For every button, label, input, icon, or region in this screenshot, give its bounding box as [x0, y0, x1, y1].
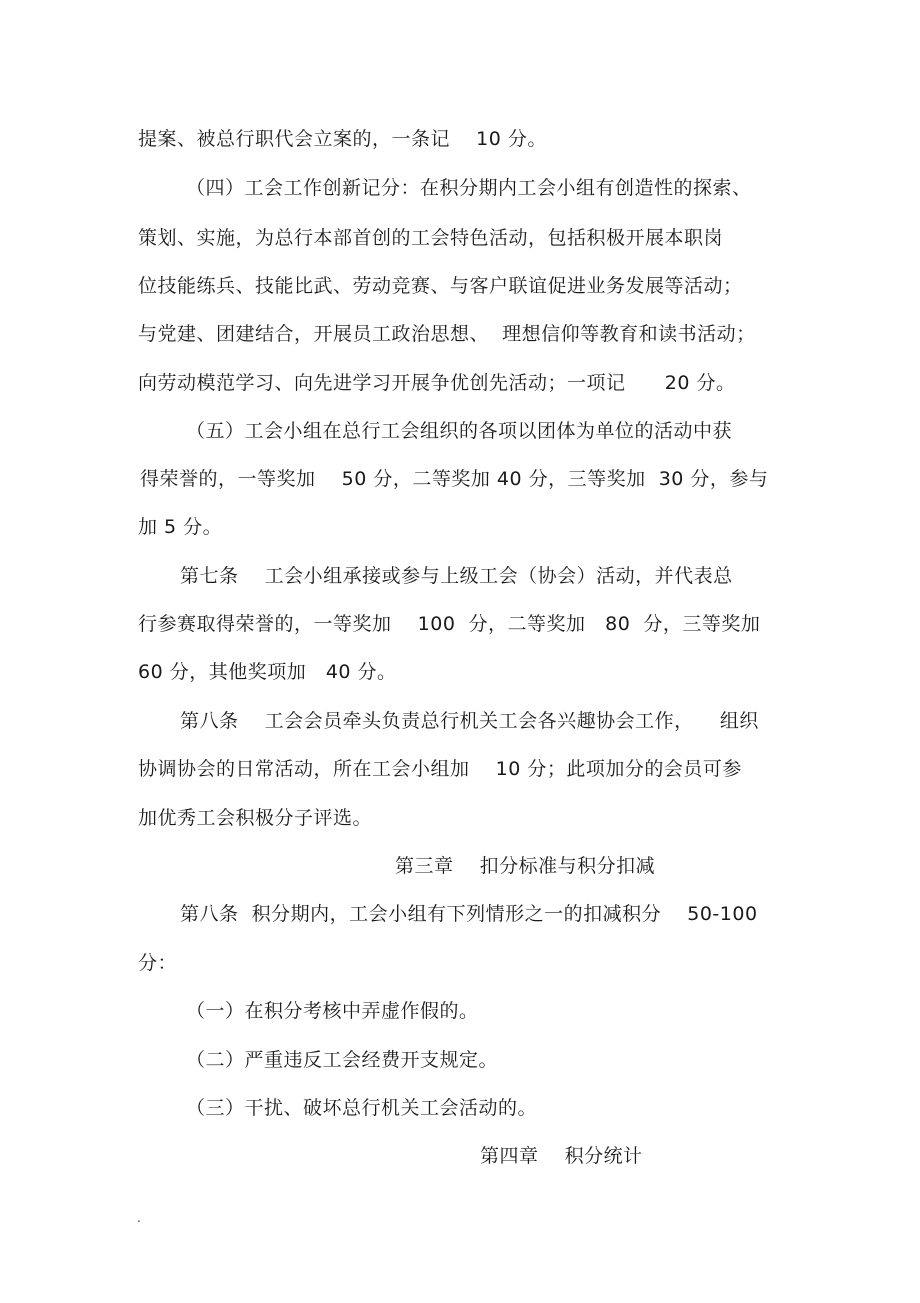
paragraph-line: （四）工会工作创新记分：在积分期内工会小组有创造性的探索、: [186, 177, 752, 199]
paragraph-line: 位技能练兵、技能比武、劳动竞赛、与客户联谊促进业务发展等活动；: [138, 275, 743, 297]
paragraph-line: 协调协会的日常活动，所在工会小组加 10 分；此项加分的会员可参: [138, 758, 742, 780]
paragraph-line: 60 分，其他奖项加 40 分。: [138, 661, 397, 683]
paragraph-line: 得荣誉的，一等奖加 50 分，二等奖加 40 分，三等奖加 30 分，参与: [140, 468, 769, 490]
paragraph-line: 行参赛取得荣誉的，一等奖加 100 分，二等奖加 80 分，三等奖加: [138, 613, 761, 635]
article-heading-line: 第八条 积分期内，工会小组有下列情形之一的扣减积分 50-100: [180, 903, 758, 925]
paragraph-line: 加优秀工会积极分子评选。: [138, 807, 373, 829]
chapter-title: 第三章 扣分标准与积分扣减: [395, 855, 656, 877]
paragraph-line: 策划、实施，为总行本部首创的工会特色活动，包括积极开展本职岗: [138, 227, 724, 249]
paragraph-line: 分：: [138, 952, 178, 974]
footer-mark: .: [137, 1211, 141, 1225]
paragraph-line: 加 5 分。: [138, 516, 223, 538]
chapter-title: 第四章 积分统计: [480, 1145, 643, 1167]
paragraph-line: 提案、被总行职代会立案的，一条记 10 分。: [138, 128, 547, 150]
paragraph-line: （五）工会小组在总行工会组织的各项以团体为单位的活动中获: [186, 420, 733, 442]
paragraph-line: 向劳动模范学习、向先进学习开展争优创先活动；一项记 20 分。: [138, 372, 736, 394]
list-item: （三）干扰、破坏总行机关工会活动的。: [186, 1097, 538, 1119]
article-heading-line: 第七条 工会小组承接或参与上级工会（协会）活动，并代表总: [180, 565, 733, 587]
list-item: （二）严重违反工会经费开支规定。: [186, 1049, 499, 1071]
list-item: （一）在积分考核中弄虚作假的。: [186, 1000, 479, 1022]
article-heading-line: 第八条 工会会员牵头负责总行机关工会各兴趣协会工作， 组织: [180, 710, 759, 732]
paragraph-line: 与党建、团建结合，开展员工政治思想、 理想信仰等教育和读书活动；: [138, 323, 756, 345]
